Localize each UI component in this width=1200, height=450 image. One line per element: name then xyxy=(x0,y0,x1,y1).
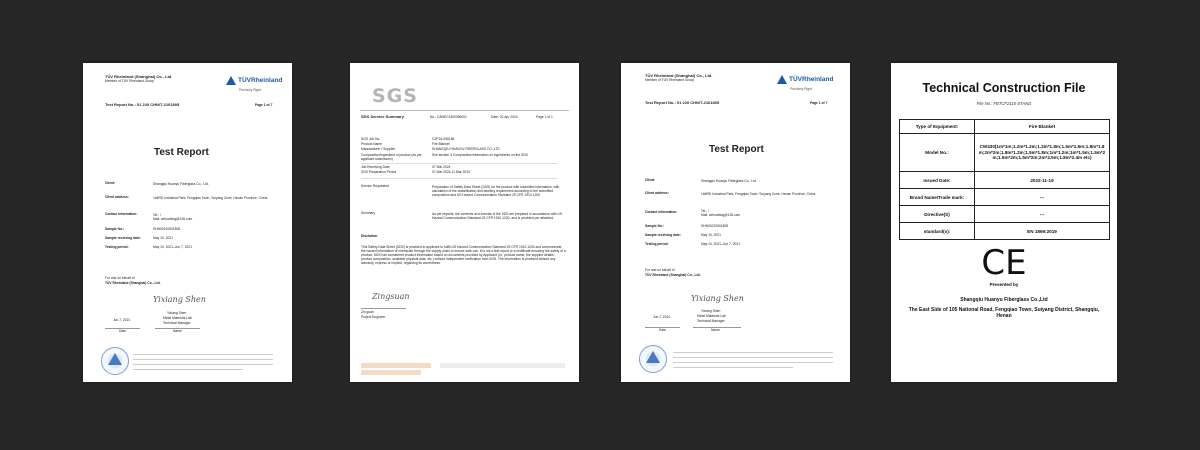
tuv-triangle-icon xyxy=(226,76,236,85)
field-value: Tel.: / Mail: cehuafang@126.com xyxy=(701,209,741,218)
sign-date: Jun.7, 2021 xyxy=(653,315,671,319)
certificate-tuv-test-report-2[interactable] xyxy=(621,63,850,382)
table-key: Type of Equipment: xyxy=(900,120,975,134)
document-number: No.: CANEC2400396001 xyxy=(430,115,467,119)
signer-title: Technical Manager xyxy=(163,321,191,325)
name-label: Name xyxy=(711,328,720,332)
member-line: Member of TÜV Rheinland Group xyxy=(645,78,695,82)
table-key: standard(s): xyxy=(900,223,975,240)
signer-title: Technical Manager xyxy=(697,319,725,323)
page-number: Page 1 of 7 xyxy=(810,101,828,105)
disclaimer-text: This Safety Data Sheet (SDS) is provided to applicant to fulfill US Hazard Communication Standard 29 CFR 1910.1200 and communicate the hazard information of chemicals through the supply chain to ensure safe use. It is not a test report or a certificate ensuring the safety of a product. SDS has considered product information based on documents provided by Applicant (i.e. product name, the supplier details, product composition, available physical data, etc.) without independent verification from SGS. The information is provided without any warranty, express or implied, regarding its correctness. xyxy=(361,245,566,266)
table-key: Issued Date: xyxy=(900,172,975,189)
field-label: Sample receiving date: xyxy=(645,233,681,237)
signer-name: Yixiang Shen xyxy=(167,311,187,315)
table-value: Fire Blanket xyxy=(975,120,1110,134)
footer-bar xyxy=(361,363,431,368)
field-value: SHANGQIU HUANYU FIBERGLASS CO.,LTD xyxy=(432,147,500,151)
field-value: May 10, 2021 xyxy=(701,233,721,237)
specification-table xyxy=(899,119,1110,240)
field-label: Testing period: xyxy=(645,242,669,246)
report-number: Test Report No.: 01 220 CHN/T-2101805 xyxy=(105,102,180,107)
table-key: Brand Name/Trade mark: xyxy=(900,189,975,206)
field-label: Service Requested xyxy=(361,184,389,188)
handwritten-signature: Zingsuan xyxy=(372,292,410,301)
field-label: SGS Job No. xyxy=(361,137,381,141)
field-value: As per request, the contents and formats of the SDS are prepared in accordance with US Hazard Communication Standard 29 CFR 1910.1200, and is provided per attached. xyxy=(432,212,562,221)
table-key: Model No.: xyxy=(900,134,975,172)
issuer-company: Shangqiu Huanyu Fiberglass Co.,Ltd xyxy=(960,297,1048,303)
signer-name: Yixiang Shen xyxy=(701,309,721,313)
table-key: Directive(S) xyxy=(900,206,975,223)
field-label: Job Receiving Date xyxy=(361,165,390,169)
on-behalf-line: For and on behalf of xyxy=(645,268,675,272)
footer-bar xyxy=(361,370,421,375)
field-label: Manufacturer / Supplier xyxy=(361,147,396,151)
accreditation-seal xyxy=(101,347,129,375)
tuv-logo-text: TÜVRheinland xyxy=(789,76,834,83)
field-label: Contact information: xyxy=(105,212,138,216)
field-label: Client address: xyxy=(105,195,129,199)
table-value: --- xyxy=(975,189,1110,206)
field-label: Client address: xyxy=(645,191,669,195)
signer-department: Metal Materials Lab xyxy=(163,316,192,320)
tuv-logo xyxy=(777,75,833,84)
ce-mark-icon: CE xyxy=(981,243,1027,283)
tuv-triangle-icon xyxy=(777,75,787,84)
date-label: Date xyxy=(659,328,666,332)
field-label: Client: xyxy=(105,181,116,185)
field-value: Fire Blanket xyxy=(432,142,450,146)
date-label: Date xyxy=(119,329,126,333)
page-number: Page 1 of 1 xyxy=(536,115,553,119)
signer-name: Zhi guan xyxy=(361,310,374,314)
field-label: Product Name xyxy=(361,142,383,146)
table-row xyxy=(900,134,1110,172)
tuv-logo xyxy=(226,76,282,85)
field-value: May 10, 2021–Jun 7, 2021 xyxy=(153,245,193,249)
name-label: Name xyxy=(173,329,182,333)
footer-bar xyxy=(440,363,565,368)
presented-by: Presented by xyxy=(989,282,1019,287)
table-row xyxy=(900,189,1110,206)
field-value: Tel.: / Mail: cehuafang@126.com xyxy=(153,213,193,222)
report-number: Test Report No.: 01 220 CHN/T-2101805 xyxy=(645,100,720,105)
file-number: File No.: FBTCF2115-STAND xyxy=(976,101,1032,106)
field-value: CZP24-006186 xyxy=(432,137,455,141)
field-value: SHN00210501805 xyxy=(153,227,181,231)
field-label: Composition/Ingredient of product (as per applicant submission) xyxy=(361,153,422,162)
certificate-tuv-test-report-1[interactable] xyxy=(83,63,292,382)
field-value: 1##RD Industrial Park, Fengqiao Town, Suiyang Zone, Henan Province, China xyxy=(153,196,268,200)
tuv-logo-text: TÜVRheinland xyxy=(238,77,283,84)
field-label: SDS Preparation Period xyxy=(361,170,397,174)
field-value: May 10, 2021 xyxy=(153,236,173,240)
sgs-logo: SGS xyxy=(372,85,418,107)
field-label: Summary xyxy=(361,211,376,215)
certificate-sgs-sds-summary[interactable] xyxy=(350,63,579,382)
signer-department: Metal Materials Lab xyxy=(697,314,726,318)
tuv-tagline: Precisely Right. xyxy=(790,87,813,91)
on-behalf-company: TÜV Rheinland (Shanghai) Co., Ltd. xyxy=(105,281,161,285)
on-behalf-company: TÜV Rheinland (Shanghai) Co., Ltd. xyxy=(645,273,701,277)
table-value: --- xyxy=(975,206,1110,223)
handwritten-signature: Yixiang Shen xyxy=(691,294,744,303)
disclaimer-title: Disclaimer xyxy=(361,234,378,238)
field-label: Sample No.: xyxy=(645,224,665,228)
field-value: SHN00210501805 xyxy=(701,224,729,228)
report-title: Test Report xyxy=(154,147,209,158)
field-label: Contact information: xyxy=(645,210,678,214)
certificate-technical-construction-file[interactable] xyxy=(891,63,1117,382)
accreditation-seal xyxy=(639,345,667,373)
document-heading: SDS Service Summary xyxy=(361,114,404,119)
field-value: 07 Mar 2024-11 Mar 2024 xyxy=(432,170,470,174)
sign-date: Jun.7, 2021 xyxy=(113,318,131,322)
table-value: EN 1869:2019 xyxy=(975,223,1110,240)
document-title: Technical Construction File xyxy=(922,81,1086,95)
issuer-address: The East Side of 105 National Road, Fengqiao Town, Suiyang District, Shangqiu, Henan xyxy=(908,307,1100,320)
company-name: TÜV Rheinland (Shanghai) Co., Ltd. xyxy=(645,73,713,78)
table-row xyxy=(900,120,1110,134)
field-label: Client: xyxy=(645,178,656,182)
table-row xyxy=(900,223,1110,240)
field-label: Sample receiving date: xyxy=(105,236,141,240)
field-value: 1##RD Industrial Park, Fengqiao Town, Suiyang Zone, Henan Province, China xyxy=(701,192,816,196)
document-date: Date: 02 Apr 2024 xyxy=(491,115,518,119)
field-value: 07 Mar 2024 xyxy=(432,165,451,169)
field-value: Shangqiu Huanyu Fiberglass Co., Ltd. xyxy=(153,182,209,186)
company-name: TÜV Rheinland (Shanghai) Co., Ltd. xyxy=(105,74,173,79)
field-value: Shangqiu Huanyu Fiberglass Co., Ltd. xyxy=(701,179,757,183)
page-number: Page 1 of 7 xyxy=(255,103,273,107)
field-value: See section 3 Composition/information on ingredients on the SDS xyxy=(432,153,528,157)
on-behalf-line: For and on behalf of xyxy=(105,276,135,280)
handwritten-signature: Yixiang Shen xyxy=(153,295,206,304)
table-row xyxy=(900,172,1110,189)
report-title: Test Report xyxy=(709,144,764,155)
table-value: CW430(1m*1m;1.2m*1.2m;1.2m*1.8m;1.5m*1.5m;1.8m*1.8m;2m*2m;1.8m*1.2m;1.5m*1.8m;1m*1.2m;1m*1.5m;1.5m*2m;1.5m*2m;1.5m*2m;2m*2.5m;1.8m*2.4m etc) xyxy=(975,134,1110,172)
field-label: Testing period: xyxy=(105,245,129,249)
field-value: May 10, 2021–Jun 7, 2021 xyxy=(701,242,741,246)
member-line: Member of TÜV Rheinland Group xyxy=(105,79,155,83)
table-row xyxy=(900,206,1110,223)
table-value: 2022-11-19 xyxy=(975,172,1110,189)
field-value: Preparation of Safety Data Sheet (SDS) for the product with submitted information, with calculation of the classification and labeling requirement according to the submitted composition and US Hazard Communication Standard 29 CFR 1910.1200 xyxy=(432,185,560,198)
field-label: Sample No.: xyxy=(105,227,125,231)
signer-title: Project Engineer xyxy=(361,315,386,319)
tuv-tagline: Precisely Right. xyxy=(239,88,262,92)
